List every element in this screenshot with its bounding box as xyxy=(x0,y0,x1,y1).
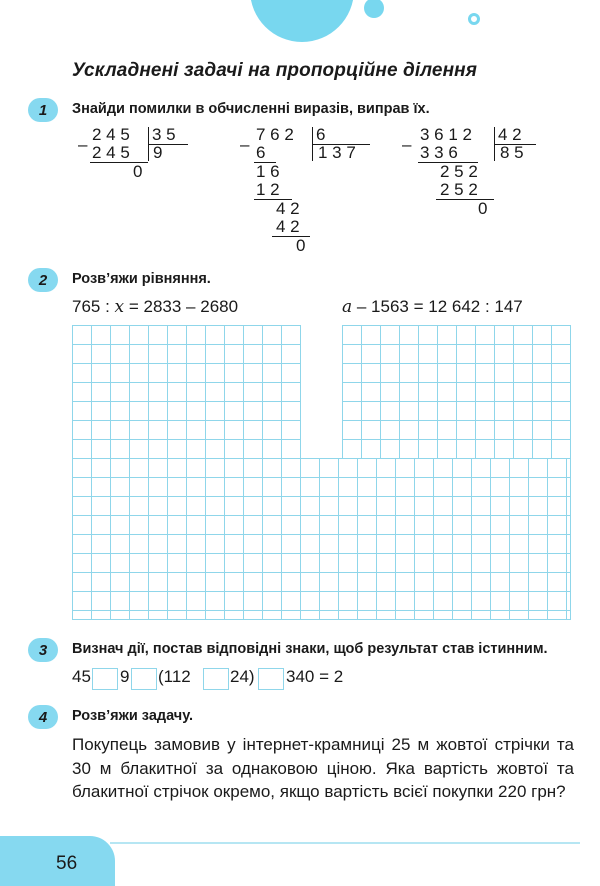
task-4-instruction: Розв’яжи задачу. xyxy=(72,708,194,724)
operator-blank-3[interactable] xyxy=(203,668,229,690)
decor-circle-small xyxy=(364,0,384,18)
remainder: 0 xyxy=(133,162,143,181)
page-number: 56 xyxy=(56,853,78,874)
minus-sign: – xyxy=(240,135,250,154)
expression-number-1: 45 xyxy=(72,667,91,686)
minus-sign: – xyxy=(78,135,88,154)
remainder-2: 4 2 xyxy=(276,199,300,218)
footer-line xyxy=(110,842,580,844)
subtrahend-2: 1 2 xyxy=(256,180,280,199)
equation-2-right: – 1563 = 12 642 : 147 xyxy=(352,297,523,316)
remainder: 0 xyxy=(296,236,306,255)
expression-result: 340 = 2 xyxy=(286,667,344,686)
equation-1 xyxy=(72,297,238,317)
expression-open-paren: (112 xyxy=(158,667,191,686)
equation-1-variable: x xyxy=(114,297,125,317)
expression-number-2: 9 xyxy=(120,667,130,686)
answer-grid-bottom[interactable] xyxy=(72,458,571,620)
remainder-1: 2 5 2 xyxy=(440,162,478,181)
operator-blank-2[interactable] xyxy=(131,668,157,690)
task-number-badge: 3 xyxy=(28,638,58,662)
task-1-instruction: Знайди помилки в обчисленні виразів, виправ їх. xyxy=(72,101,430,117)
divisor: 3 5 xyxy=(152,125,176,144)
operator-blank-1[interactable] xyxy=(92,668,118,690)
dividend: 2 4 5 xyxy=(92,125,130,144)
quotient: 9 xyxy=(153,143,163,162)
subtrahend: 2 4 5 xyxy=(92,143,130,162)
decor-circle-large xyxy=(250,0,354,42)
task-2-instruction: Розв’яжи рівняння. xyxy=(72,271,211,287)
subtrahend-2: 2 5 2 xyxy=(440,180,478,199)
task-3-instruction: Визнач дії, постав відповідні знаки, щоб результат став істинним. xyxy=(72,641,548,657)
word-problem-text: Покупець замовив у інтернет-крамниці 25 м жовтої стрічки та 30 м блакитної за однаковою ціною. Яка вартість жовтої та блакитної стрічок окремо, якщо вартість всієї покупки 220 грн? xyxy=(72,735,574,801)
divisor: 6 xyxy=(316,125,326,144)
operator-blank-4[interactable] xyxy=(258,668,284,690)
page-title: Ускладнені задачі на пропорційне ділення xyxy=(72,60,478,81)
equation-1-left: 765 : xyxy=(72,297,115,316)
dividend: 7 6 2 xyxy=(256,125,294,144)
task-number-badge: 1 xyxy=(28,98,58,122)
remainder: 0 xyxy=(478,199,488,218)
equation-2-variable: a xyxy=(342,297,353,317)
subtrahend-1: 6 xyxy=(256,143,266,162)
quotient: 8 5 xyxy=(500,143,524,162)
equation-1-right: = 2833 – 2680 xyxy=(124,297,239,316)
minus-sign: – xyxy=(402,135,412,154)
subtrahend-1: 3 3 6 xyxy=(420,143,458,162)
expression-number-3: 24) xyxy=(230,667,255,686)
task-number-badge: 2 xyxy=(28,268,58,292)
subtrahend-3: 4 2 xyxy=(276,217,300,236)
answer-grid-left[interactable] xyxy=(72,325,301,459)
task-number-badge: 4 xyxy=(28,705,58,729)
divisor: 4 2 xyxy=(498,125,522,144)
quotient: 1 3 7 xyxy=(318,143,356,162)
remainder-1: 1 6 xyxy=(256,162,280,181)
decor-circle-ring xyxy=(468,13,480,25)
dividend: 3 6 1 2 xyxy=(420,125,472,144)
answer-grid-right[interactable] xyxy=(342,325,571,459)
equation-2 xyxy=(342,297,523,317)
